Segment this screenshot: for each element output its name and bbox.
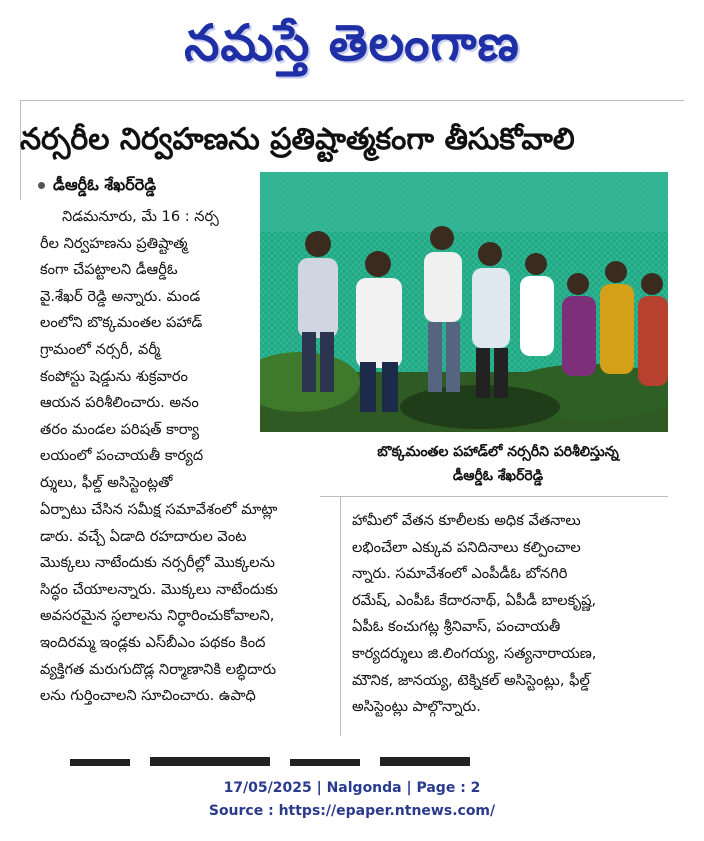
byline-text: డీఆర్డీఓ శేఖర్‌రెడ్డి [53,175,157,194]
caption-line: డీఆర్డీఓ శేఖర్‌రెడ్డి [452,468,544,484]
footer-source [0,803,704,819]
text-line: కంపోస్టు షెడ్డును శుక్రవారం [40,367,188,385]
text-line: వై.శేఖర్ రెడ్డి అన్నారు. మండ [40,287,201,305]
text-line: లయంలో పంచాయతీ కార్యద [40,447,204,465]
text-line: గ్రామంలో నర్సరీ, వర్మీ [40,340,161,358]
column-1-wide [40,497,336,710]
text-line: వ్యక్తిగత మరుగుదొడ్ల నిర్మాణానికి లబ్ధిదారు [40,660,277,678]
masthead-logo: నమస్తే తెలంగాణ [184,14,520,72]
text-line: కంగా చేపట్టాలని డీఆర్డీఓ [40,261,178,279]
text-line: ఏపీఓ కంచుగట్ల శ్రీనివాస్, పంచాయతీ [352,618,561,636]
top-divider [20,100,684,101]
text-line: రీల నిర్వహణను ప్రతిష్టాత్మ [40,234,188,252]
text-line: లభించేలా ఎక్కువ పనిదినాలు కల్పించాల [352,538,581,556]
caption-divider [320,496,668,497]
text-line: తరం మండల పరిషత్ కార్యా [40,420,200,438]
text-line: ర్శులు, ఫీల్డ్ అసిస్టెంట్లతో [40,473,173,491]
photo-caption [318,440,678,488]
text-line: డారు. వచ్చే ఏడాది రహదారుల వెంట [40,527,247,545]
text-line: అవసరమైన స్థలాలను నిర్ధారించుకోవాలని, [40,607,275,625]
cropped-next-headline [70,752,480,766]
text-line: హామీలో వేతన కూలీలకు అధిక వేతనాలు [352,512,581,529]
text-line: ఏర్పాటు చేసిన సమీక్ష సమావేశంలో మాట్లా [40,501,278,518]
text-line: రమేష్, ఎంపీఓ కేదారనాథ్, ఏపీడీ బాలకృష్ణ, [352,591,597,609]
text-line: మొక్కలు నాటేందుకు నర్సరీల్లో మొక్కలను [40,554,275,572]
column-divider [340,496,341,736]
caption-line: బొక్కమంతల పహాడ్‌లో నర్సరీని పరిశీలిస్తున్న [377,444,619,460]
text-line: సిద్ధం చేయాలన్నారు. మొక్కలు నాటేందుకు [40,580,278,598]
article-headline: నర్సరీల నిర్వహణను ప్రతిష్టాత్మకంగా తీసుకోవాలి [20,122,575,157]
text-line: మౌనిక, జానయ్య, టెక్నికల్ అసిస్టెంట్లు, ఫీల్డ్ [352,671,590,689]
text-line: లంలోని బొక్కమంతల పహాడ్ [40,314,203,332]
text-line: న్నారు. సమావేశంలో ఎంపీడీఓ బోనగిరి [352,565,568,583]
column-2 [352,508,672,721]
bullet-icon [38,182,45,189]
article-byline [38,172,258,198]
masthead [0,2,704,84]
article-photo [260,172,668,432]
text-line: ఇందిరమ్మ ఇండ్లకు ఎస్‌బీఎం పథకం కింద [40,633,266,651]
text-line: కార్యదర్శులు జి.లింగయ్య, సత్యనారాయణ, [352,644,597,662]
footer-edition: 17/05/2025 | Nalgonda | Page : 2 [223,780,481,796]
text-line: ఆయన పరిశీలించారు. అనం [40,394,199,412]
text-line: నిడమనూరు, మే 16 : నర్స [62,208,219,225]
column-1-narrow [40,204,256,497]
text-line: అసిస్టెంట్లు పాల్గొన్నారు. [352,698,481,716]
footer-source-link[interactable]: Source : https://epaper.ntnews.com/ [208,803,496,819]
text-line: లను గుర్తించాలని సూచించారు. ఉపాధి [40,687,256,705]
